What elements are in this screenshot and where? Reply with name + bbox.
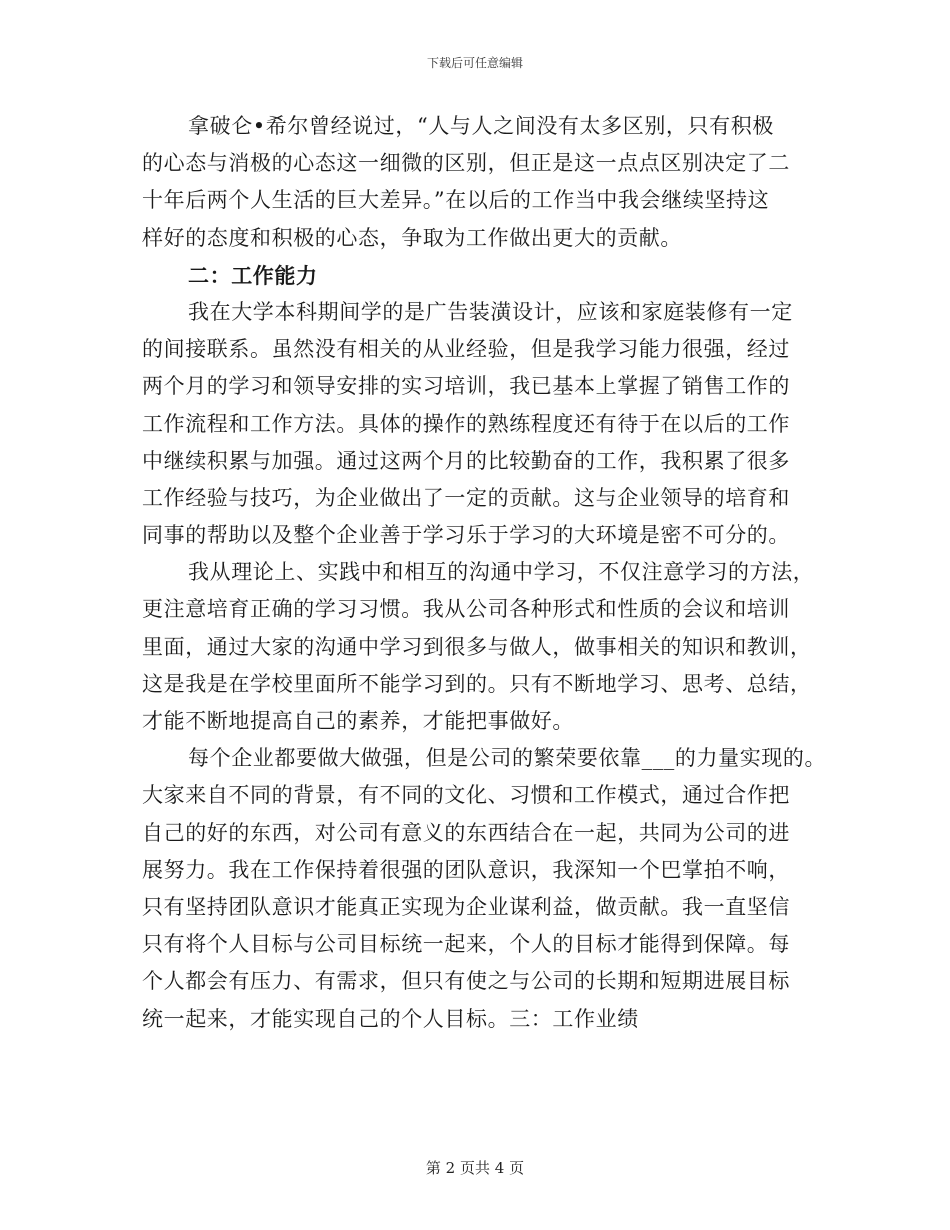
- paragraph-line: 我在大学本科期间学的是广告装潢设计，应该和家庭装修有一定: [188, 299, 793, 324]
- paragraph-line: 这是我是在学校里面所不能学习到的。只有不断地学习、思考、总结，: [142, 671, 812, 696]
- paragraph-line: 才能不断地提高自己的素养，才能把事做好。: [142, 709, 574, 733]
- document-body: [142, 108, 832, 1038]
- page-footer: 第 2 页共 4 页: [425, 1159, 525, 1177]
- paragraph-line: 更注意培育正确的学习习惯。我从公司各种形式和性质的会议和培训: [142, 597, 790, 622]
- paragraph-line: 工作经验与技巧，为企业做出了一定的贡献。这与企业领导的培育和: [142, 485, 790, 510]
- paragraph-line: 统一起来，才能实现自己的个人目标。三：工作业绩: [142, 1006, 639, 1031]
- paragraph-line: 大家来自不同的背景，有不同的文化、习惯和工作模式，通过合作把: [142, 783, 790, 808]
- paragraph-line: 十年后两个人生活的巨大差异。”在以后的工作当中我会继续坚持这: [142, 188, 770, 213]
- paragraph-line: 每个企业都要做大做强，但是公司的繁荣要依靠___的力量实现的。: [188, 746, 827, 771]
- paragraph-line: 展努力。我在工作保持着很强的团队意识，我深知一个巴掌拍不响，: [142, 857, 790, 882]
- paragraph-line: 两个月的学习和领导安排的实习培训，我已基本上掌握了销售工作的: [142, 374, 790, 399]
- paragraph-line: 工作流程和工作方法。具体的操作的熟练程度还有待于在以后的工作: [142, 411, 790, 436]
- paragraph-line: 自己的好的东西，对公司有意义的东西结合在一起，共同为公司的进: [142, 820, 790, 845]
- paragraph-line: 个人都会有压力、有需求，但只有使之与公司的长期和短期进展目标: [142, 969, 790, 994]
- paragraph-line: 拿破仑•希尔曾经说过，“人与人之间没有太多区别，只有积极: [188, 114, 774, 138]
- paragraph-line: 我从理论上、实践中和相互的沟通中学习，不仅注意学习的方法，: [188, 560, 815, 585]
- paragraph-line: 只有将个人目标与公司目标统一起来，个人的目标才能得到保障。每: [142, 932, 790, 957]
- paragraph-line: 的间接联系。虽然没有相关的从业经验，但是我学习能力很强，经过: [142, 337, 790, 362]
- paragraph-line: 只有坚持团队意识才能真正实现为企业谋利益，做贡献。我一直坚信: [142, 894, 790, 919]
- paragraph-line: 中继续积累与加强。通过这两个月的比较勤奋的工作，我积累了很多: [142, 448, 790, 473]
- paragraph-line: 里面，通过大家的沟通中学习到很多与做人，做事相关的知识和教训，: [142, 634, 812, 659]
- page-header: 下载后可任意编辑: [426, 56, 523, 70]
- paragraph-line: 同事的帮助以及整个企业善于学习乐于学习的大环境是密不可分的。: [142, 523, 790, 548]
- paragraph-line: 的心态与消极的心态这一细微的区别，但正是这一点点区别决定了二: [142, 151, 790, 176]
- paragraph-line: 样好的态度和积极的心态，争取为工作做出更大的贡献。: [142, 225, 682, 250]
- section-heading: 二：工作能力: [188, 262, 318, 288]
